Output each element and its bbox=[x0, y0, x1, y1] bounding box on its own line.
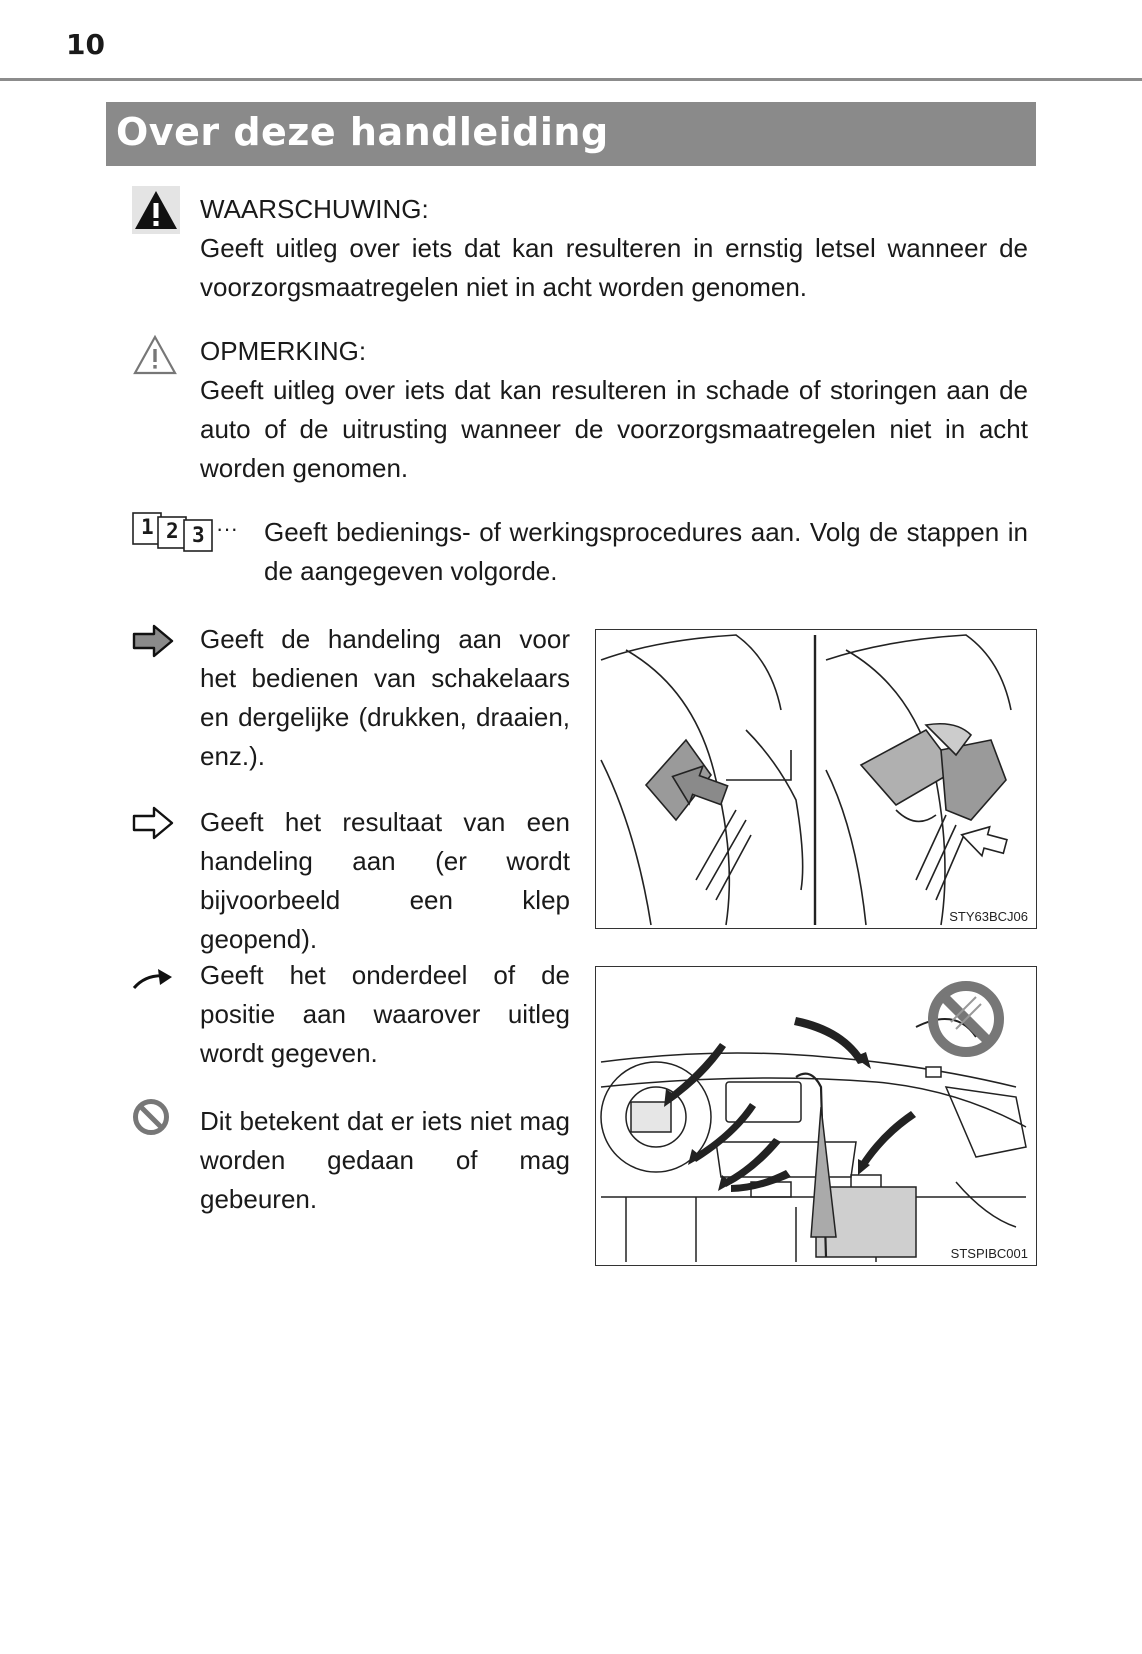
header-divider bbox=[0, 78, 1142, 81]
prohibited-block bbox=[200, 1102, 570, 1219]
action-text: Geeft de handeling aan voor het bedienen van schakelaars en dergelijke (drukken, draaien, enz.). bbox=[200, 624, 570, 771]
dashboard-figure-code: STSPIBC001 bbox=[950, 1246, 1028, 1261]
result-block bbox=[200, 803, 570, 959]
glovebox-figure bbox=[595, 629, 1037, 929]
warning-label: WAARSCHUWING: bbox=[200, 194, 429, 224]
result-text: Geeft het resultaat van een handeling aan (er wordt bijvoorbeeld een klep geopend). bbox=[200, 807, 570, 954]
step-digit-1: 1 bbox=[141, 515, 154, 539]
warning-filled-triangle-icon bbox=[132, 186, 180, 234]
notice-block bbox=[200, 332, 1028, 488]
numbered-steps-icon bbox=[132, 512, 244, 552]
glovebox-illustration bbox=[596, 630, 1036, 928]
action-block bbox=[200, 620, 570, 776]
warning-text: Geeft uitleg over iets dat kan resulteren in ernstig letsel wanneer de voorzorgsmaatregelen niet in acht worden genomen. bbox=[200, 233, 1028, 302]
pointer-arrow-icon bbox=[132, 966, 174, 994]
step-digit-2: 2 bbox=[166, 519, 179, 543]
warning-block bbox=[200, 190, 1028, 307]
steps-block bbox=[264, 513, 1028, 591]
notice-text: Geeft uitleg over iets dat kan resulteren in schade of storingen aan de auto of de uitrusting wanneer de voorzorgsmaatregelen niet in acht worden genomen. bbox=[200, 375, 1028, 483]
result-arrow-outline-icon bbox=[132, 806, 174, 840]
page-number: 10 bbox=[66, 28, 105, 61]
step-dots: ··· bbox=[216, 516, 238, 541]
dashboard-illustration bbox=[596, 967, 1036, 1265]
pointer-block bbox=[200, 956, 570, 1073]
section-title: Over deze handleiding bbox=[106, 102, 1036, 166]
prohibited-text: Dit betekent dat er iets niet mag worden gedaan of mag gebeuren. bbox=[200, 1106, 570, 1214]
dashboard-figure bbox=[595, 966, 1037, 1266]
notice-label: OPMERKING: bbox=[200, 336, 367, 366]
prohibited-icon bbox=[132, 1098, 170, 1136]
steps-text: Geeft bedienings- of werkingsprocedures aan. Volg de stappen in de aangegeven volgorde. bbox=[264, 517, 1028, 586]
warning-outline-triangle-icon bbox=[132, 334, 178, 376]
action-arrow-filled-icon bbox=[132, 624, 174, 658]
step-digit-3: 3 bbox=[192, 523, 205, 547]
glovebox-figure-code: STY63BCJ06 bbox=[949, 909, 1028, 924]
pointer-text: Geeft het onderdeel of de positie aan waarover uitleg wordt gegeven. bbox=[200, 960, 570, 1068]
